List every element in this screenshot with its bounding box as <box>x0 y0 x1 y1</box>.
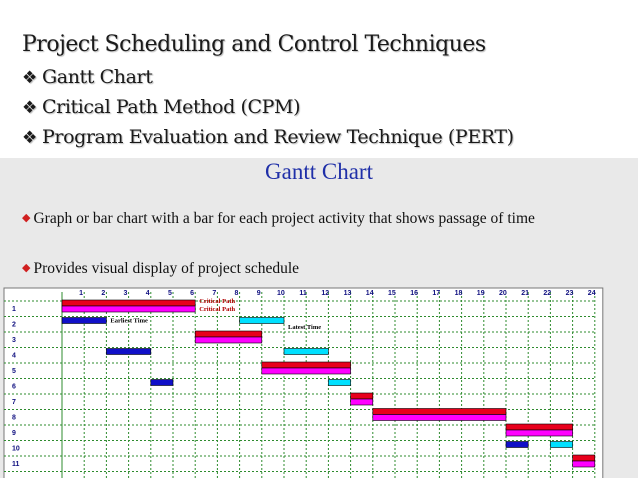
gantt-critical-bar-top <box>373 409 506 415</box>
gantt-period-label: 24 <box>587 290 596 297</box>
gantt-activity-label: 11 <box>12 461 20 468</box>
gantt-annotation: Critical Path <box>199 306 236 313</box>
bullet-cpm <box>22 96 300 118</box>
gantt-earliest-bar <box>151 380 173 386</box>
gantt-activity-label: 10 <box>12 445 20 453</box>
gantt-period-label: 4 <box>145 290 150 297</box>
gantt-period-label: 9 <box>256 290 261 297</box>
gantt-latest-bar <box>240 318 284 324</box>
slide-bullet-text: Provides visual display of project schedule <box>33 260 300 277</box>
page-title: Project Scheduling and Control Techniques <box>22 32 486 57</box>
gantt-critical-bar-bottom <box>262 368 351 374</box>
bullet-text: Gantt Chart <box>42 66 153 88</box>
bullet-gantt-chart <box>22 66 152 88</box>
gantt-annotation: Earliest Time <box>110 317 148 325</box>
gantt-critical-bar-top <box>195 331 262 337</box>
gantt-critical-bar-top <box>351 393 373 399</box>
gantt-period-label: 17 <box>432 290 441 297</box>
gantt-period-label: 3 <box>123 290 128 297</box>
gantt-activity-label: 5 <box>12 368 16 375</box>
gantt-latest-bar <box>284 349 328 355</box>
gantt-annotation: Latest Time <box>288 324 322 331</box>
gantt-period-label: 13 <box>343 290 352 297</box>
slide-title: Gantt Chart <box>265 159 373 184</box>
gantt-period-label: 2 <box>101 290 106 297</box>
gantt-period-label: 7 <box>212 290 217 297</box>
gantt-activity-label: 6 <box>12 383 16 391</box>
gantt-period-label: 12 <box>321 290 330 297</box>
gantt-critical-bar-bottom <box>573 461 595 467</box>
gantt-critical-bar-top <box>62 300 195 306</box>
gantt-period-label: 1 <box>79 290 84 297</box>
gantt-latest-bar <box>328 380 350 386</box>
gantt-earliest-bar <box>506 442 528 448</box>
gantt-period-label: 11 <box>299 290 307 297</box>
gantt-critical-bar-top <box>506 424 573 430</box>
gantt-chart <box>0 282 638 478</box>
gantt-period-label: 15 <box>388 290 396 297</box>
gantt-period-label: 10 <box>277 290 285 297</box>
gantt-period-label: 23 <box>565 290 574 297</box>
bullet-pert <box>22 126 514 148</box>
gantt-critical-bar-bottom <box>373 415 506 421</box>
gantt-critical-bar-bottom <box>195 337 262 343</box>
gantt-activity-label: 4 <box>12 352 16 360</box>
slide-bullet-1 <box>22 208 612 229</box>
diamond-bullet-icon: ❖ <box>22 68 37 88</box>
gantt-period-label: 20 <box>499 290 507 297</box>
header-area <box>0 0 638 158</box>
gantt-activity-label: 9 <box>12 430 16 437</box>
bullet-text: Critical Path Method (CPM) <box>42 96 301 118</box>
gantt-period-label: 19 <box>476 290 485 297</box>
gantt-critical-bar-top <box>262 362 351 368</box>
gantt-activity-label: 2 <box>12 321 16 329</box>
gantt-earliest-bar <box>62 318 106 324</box>
gantt-period-label: 16 <box>410 290 418 297</box>
gantt-period-label: 18 <box>454 290 463 297</box>
slide-bullet-text: Graph or bar chart with a bar for each project activity that shows passage of time <box>33 210 535 227</box>
slide-bullet-2 <box>22 258 622 279</box>
gantt-critical-bar-bottom <box>506 430 573 436</box>
gantt-period-label: 22 <box>543 290 552 297</box>
diamond-bullet-icon: ❖ <box>22 98 37 118</box>
gantt-latest-bar <box>550 442 572 448</box>
gantt-critical-bar-top <box>573 455 595 461</box>
gantt-period-label: 5 <box>167 290 172 297</box>
gantt-earliest-bar <box>106 349 150 355</box>
gantt-activity-label: 8 <box>12 414 16 422</box>
gantt-critical-bar-bottom <box>62 306 195 312</box>
gantt-activity-label: 7 <box>12 399 16 406</box>
red-diamond-icon: ◆ <box>22 262 31 274</box>
gantt-period-label: 21 <box>521 290 529 297</box>
gantt-annotation: Critical Path <box>199 298 236 305</box>
gantt-period-label: 8 <box>234 290 239 297</box>
bullet-text: Program Evaluation and Review Technique (PERT) <box>42 126 514 148</box>
gantt-activity-label: 3 <box>12 337 16 344</box>
diamond-bullet-icon: ❖ <box>22 128 37 148</box>
gantt-critical-bar-bottom <box>351 399 373 405</box>
gantt-period-label: 14 <box>365 290 374 297</box>
gantt-period-label: 6 <box>190 290 195 297</box>
gantt-activity-label: 1 <box>12 306 16 313</box>
red-diamond-icon: ◆ <box>22 212 31 224</box>
